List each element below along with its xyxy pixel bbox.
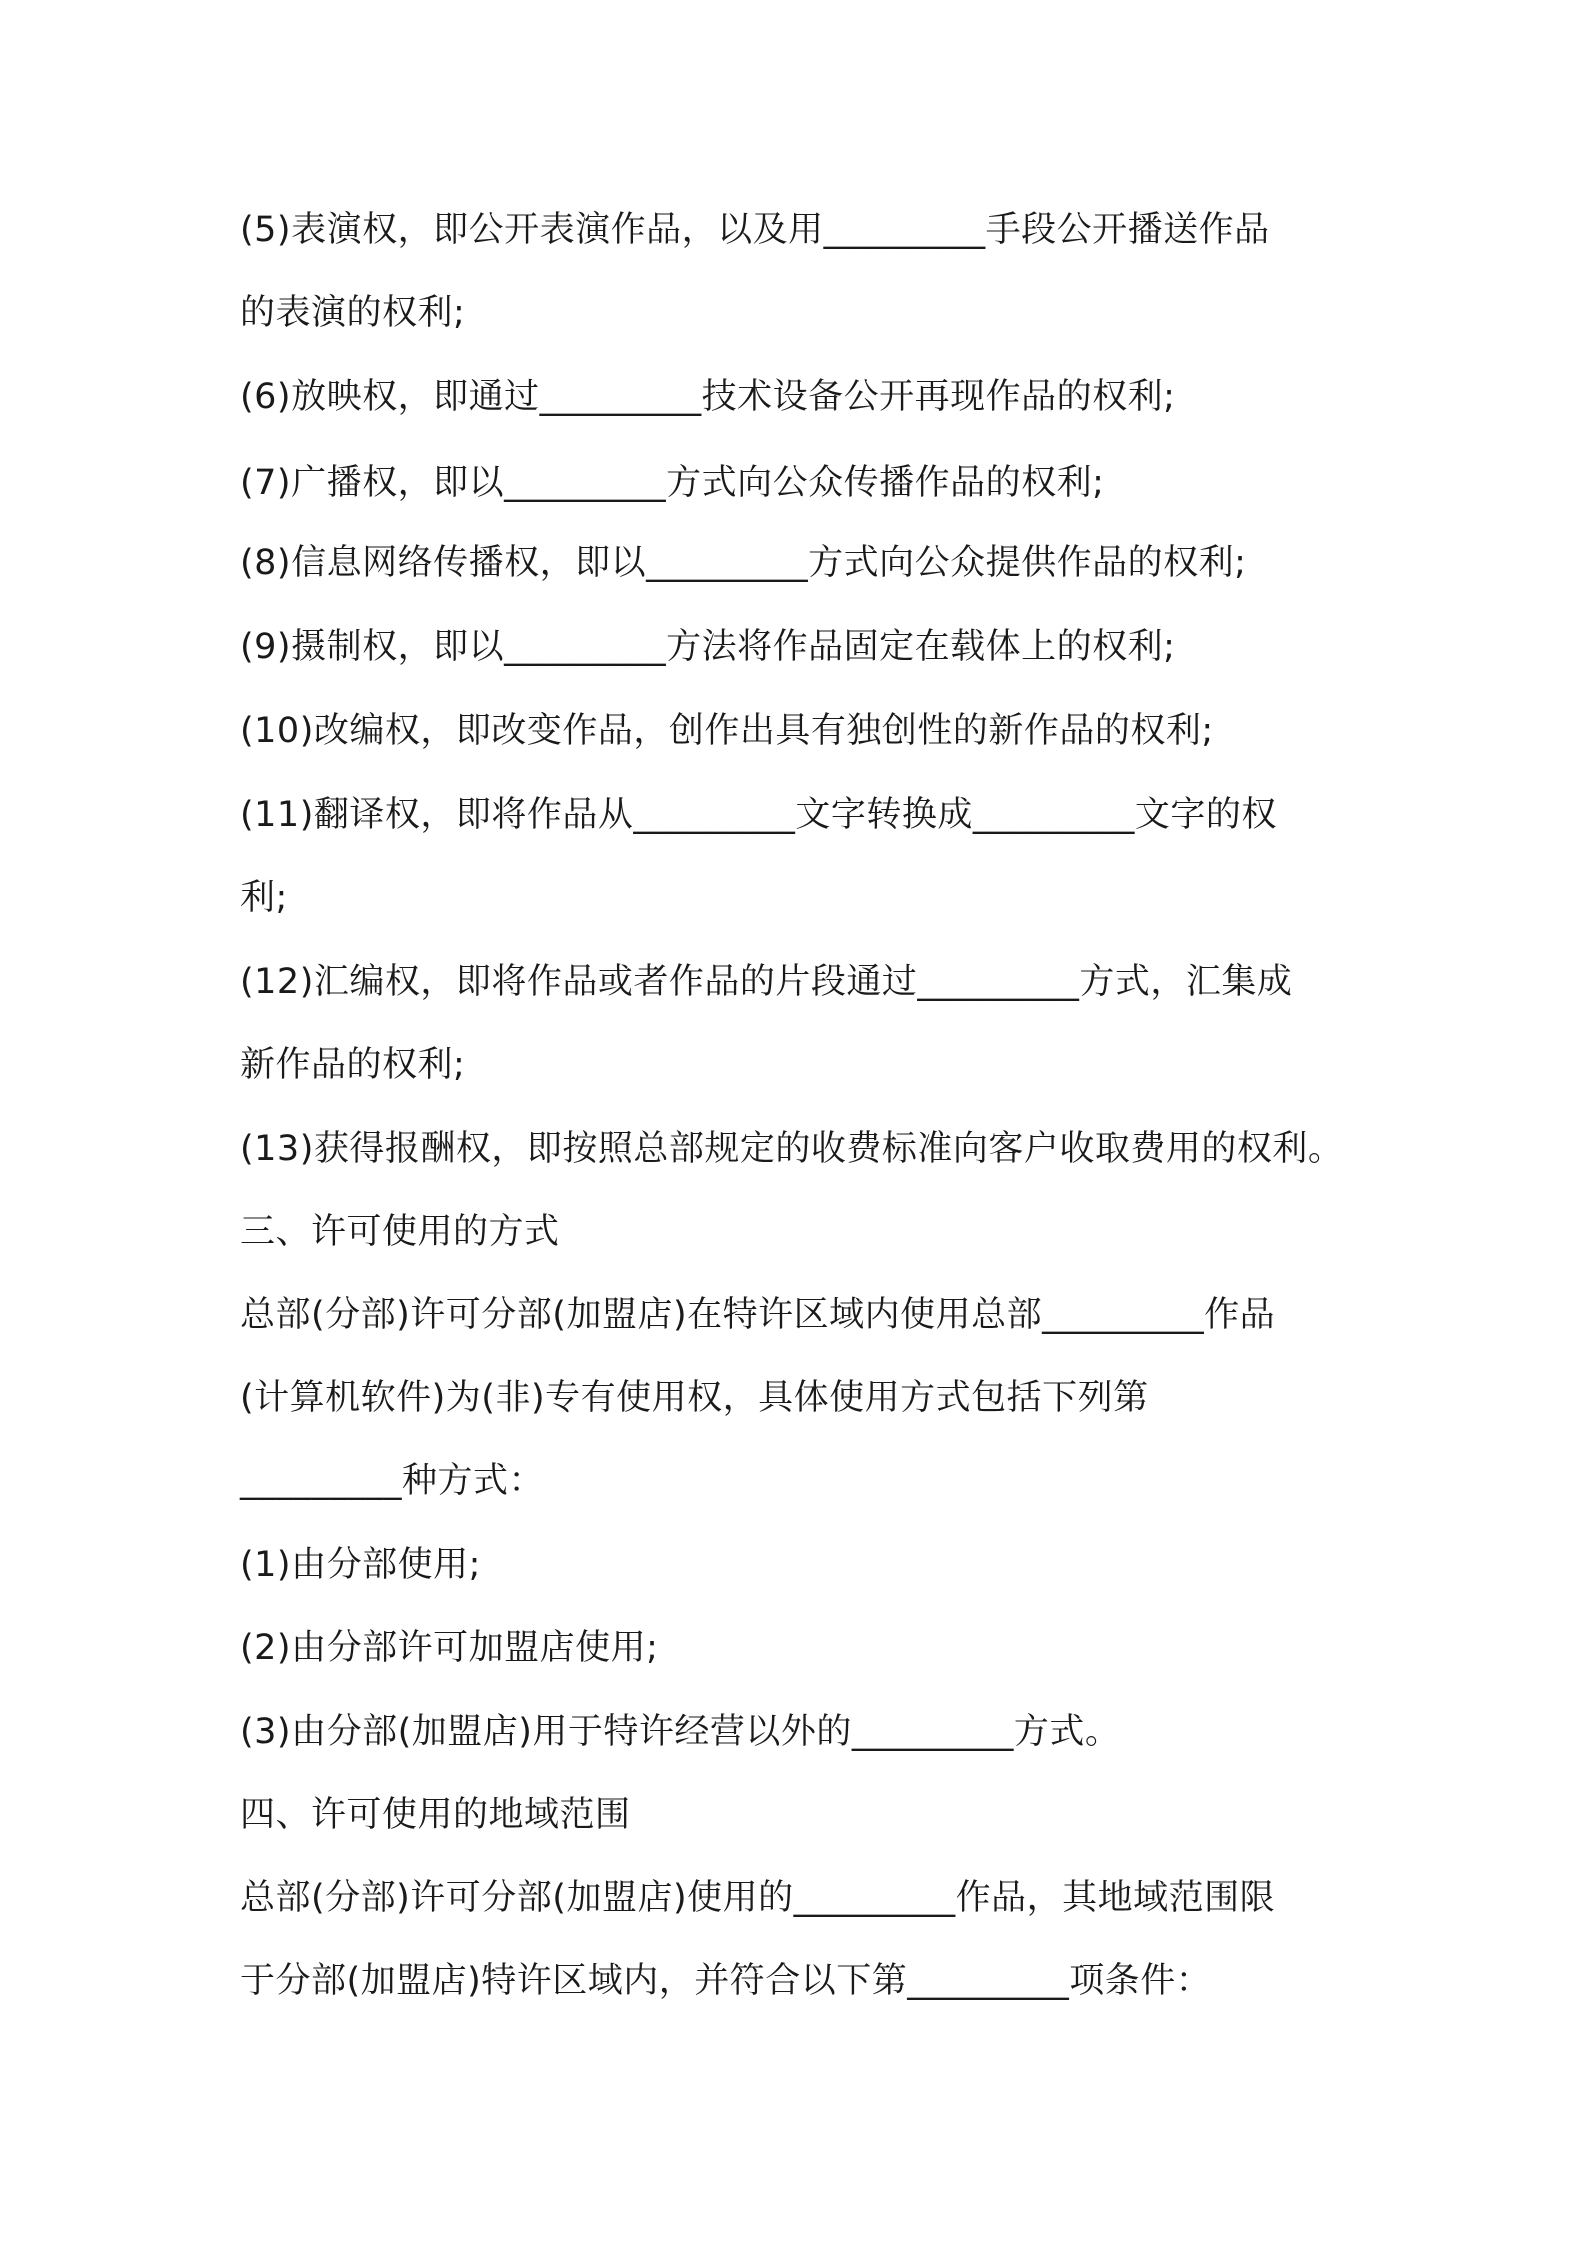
line-adaptation-right: (10)改编权，即改变作品，创作出具有独创性的新作品的权利;	[240, 711, 1214, 751]
line-compilation-right-1: (12)汇编权，即将作品或者作品的片段通过_________方式，汇集成	[240, 962, 1293, 1002]
line-broadcast-right: (7)广播权，即以_________方式向公众传播作品的权利;	[240, 463, 1105, 503]
line-territory-1: 总部(分部)许可分部(加盟店)使用的_________作品，其地域范围限	[240, 1878, 1276, 1918]
line-translation-right-1: (11)翻译权，即将作品从_________文字转换成_________文字的权	[240, 795, 1277, 835]
line-method-option-3: (3)由分部(加盟店)用于特许经营以外的_________方式。	[240, 1712, 1121, 1752]
line-translation-right-2: 利;	[240, 878, 288, 918]
line-performance-right-2: 的表演的权利;	[240, 293, 466, 333]
line-screening-right: (6)放映权，即通过_________技术设备公开再现作品的权利;	[240, 377, 1176, 417]
section-heading-territory: 四、许可使用的地域范围	[240, 1795, 631, 1835]
line-license-method-3: _________种方式：	[240, 1461, 545, 1501]
line-method-option-2: (2)由分部许可加盟店使用;	[240, 1628, 659, 1668]
line-filming-right: (9)摄制权，即以_________方法将作品固定在载体上的权利;	[240, 627, 1176, 667]
line-license-method-2: (计算机软件)为(非)专有使用权，具体使用方式包括下列第	[240, 1378, 1149, 1418]
section-heading-license-method: 三、许可使用的方式	[240, 1212, 560, 1252]
line-license-method-1: 总部(分部)许可分部(加盟店)在特许区域内使用总部_________作品	[240, 1295, 1276, 1335]
line-performance-right-1: (5)表演权，即公开表演作品，以及用_________手段公开播送作品	[240, 210, 1270, 250]
line-compilation-right-2: 新作品的权利;	[240, 1045, 466, 1085]
line-territory-2: 于分部(加盟店)特许区域内，并符合以下第_________项条件：	[240, 1961, 1212, 2001]
line-network-right: (8)信息网络传播权，即以_________方式向公众提供作品的权利;	[240, 543, 1247, 583]
line-method-option-1: (1)由分部使用;	[240, 1545, 481, 1585]
line-remuneration-right: (13)获得报酬权，即按照总部规定的收费标准向客户收取费用的权利。	[240, 1129, 1344, 1169]
